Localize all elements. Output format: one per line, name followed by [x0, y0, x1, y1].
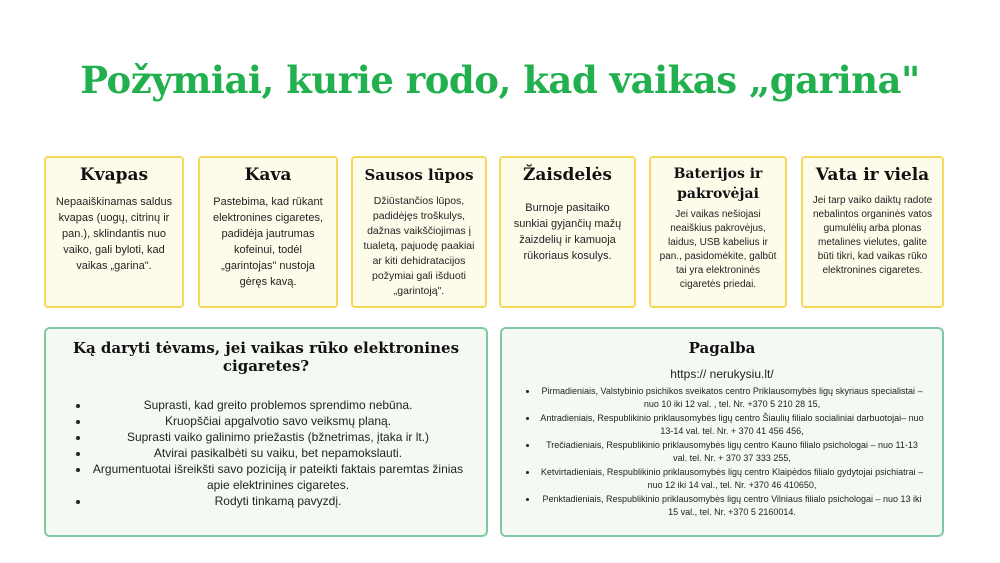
card-text: Nepaaiškinamas saldus kvapas (uogų, citrinų ir pan.), sklindantis nuo vaiko, gali byloti, kad vaikas „garina".: [55, 196, 173, 272]
card-zaisdeles: [499, 156, 636, 308]
card-heading: Sausos lūpos: [364, 166, 474, 184]
card-sausos-lupos: [351, 156, 487, 308]
list-item: • Rodyti tinkamą pavyzdį.: [90, 493, 466, 509]
list-item: • Trečiadieniais, Respublikinio priklausomybės ligų centro Kauno filialo psichologai – nuo 11-13 val. tel. Nr. + 370 37 333 255,: [538, 439, 926, 465]
list-item: • Suprasti vaiko galinimo priežastis (bžnetrimas, įtaka ir lt.): [90, 429, 466, 445]
card-text: Burnoje pasitaiko sunkiai gyjančių mažų žaizdelių ir kamuoja rūkoriaus kosulys.: [513, 202, 622, 262]
advice-heading: Ką daryti tėvams, jei vaikas rūko elektronines cigaretes?: [72, 339, 460, 375]
card-text: Džiūstančios lūpos, padidėjęs troškulys, dažnas vaikščiojimas į tualetą, pajuodę paakiai ar kiti dehidratacijos požymiai gali išduoti „garintoją".: [363, 195, 475, 297]
card-heading: Kava: [244, 165, 292, 185]
card-heading: Kvapas: [79, 165, 149, 185]
card-heading: Žaisdelės: [522, 165, 612, 185]
card-kava: [198, 156, 338, 308]
card-vata-ir-viela: [801, 156, 944, 308]
list-item: • Pirmadieniais, Valstybinio psichikos sveikatos centro Priklausomybės ligų skyriaus specialistai – nuo 10 iki 12 val. , tel. Nr. +370 5 210 28 15,: [538, 385, 926, 411]
help-heading: Pagalba: [688, 339, 756, 357]
help-panel: [500, 327, 944, 537]
card-heading: Vata ir viela: [815, 165, 930, 185]
advice-panel: [44, 327, 488, 537]
card-kvapas: [44, 156, 184, 308]
page-title: Požymiai, kurie rodo, kad vaikas „garina": [80, 58, 920, 102]
card-text: Jei tarp vaiko daiktų radote nebalintos organinės vatos gumulėlių arba plonas metalines vielutes, galite būti tikri, kad vaikas rūko elektronines cigaretes.: [812, 195, 933, 276]
help-list: [502, 385, 942, 519]
help-link[interactable]: https:// nerukysiu.lt/: [670, 367, 774, 381]
card-text: Pastebima, kad rūkant elektronines cigaretes, padidėja jautrumas kofeinui, todėl „garintojas" nustoja gėręs kavą.: [212, 196, 324, 288]
card-baterijos: [649, 156, 787, 308]
list-item: • Ketvirtadieniais, Respublikinio priklausomybės ligų centro Klaipėdos filialo gydytojai psichiatrai – nuo 12 iki 14 val., tel. Nr. +370 46 410650,: [538, 466, 926, 492]
list-item: • Argumentuotai išreikšti savo poziciją ir pateikti faktais paremtas žinias apie elektrinines cigaretes.: [90, 461, 466, 493]
advice-list: [46, 397, 486, 509]
card-heading: Baterijos ir pakrovėjai: [673, 166, 763, 202]
list-item: • Penktadieniais, Respublikinio priklausomybės ligų centro Vilniaus filialo psichologai – nuo 13 iki 15 val., tel. Nr. +370 5 2160014.: [538, 493, 926, 519]
list-item: • Kruopščiai apgalvotio savo veiksmų planą.: [90, 413, 466, 429]
card-text: Jei vaikas nešiojasi neaiškius pakrovėjus, laidus, USB kabelius ir pan., pasidomėkite, galbūt tai yra elektroninės cigaretės priedai.: [659, 209, 777, 290]
list-item: • Atvirai pasikalbėti su vaiku, bet nepamokslauti.: [90, 445, 466, 461]
list-item: • Suprasti, kad greito problemos sprendimo nebūna.: [90, 397, 466, 413]
list-item: • Antradieniais, Respublikinio priklausomybės ligų centro Šiaulių filialo socialiniai darbuotojai– nuo 13-14 val. tel. Nr. + 370 41 456 456,: [538, 412, 926, 438]
